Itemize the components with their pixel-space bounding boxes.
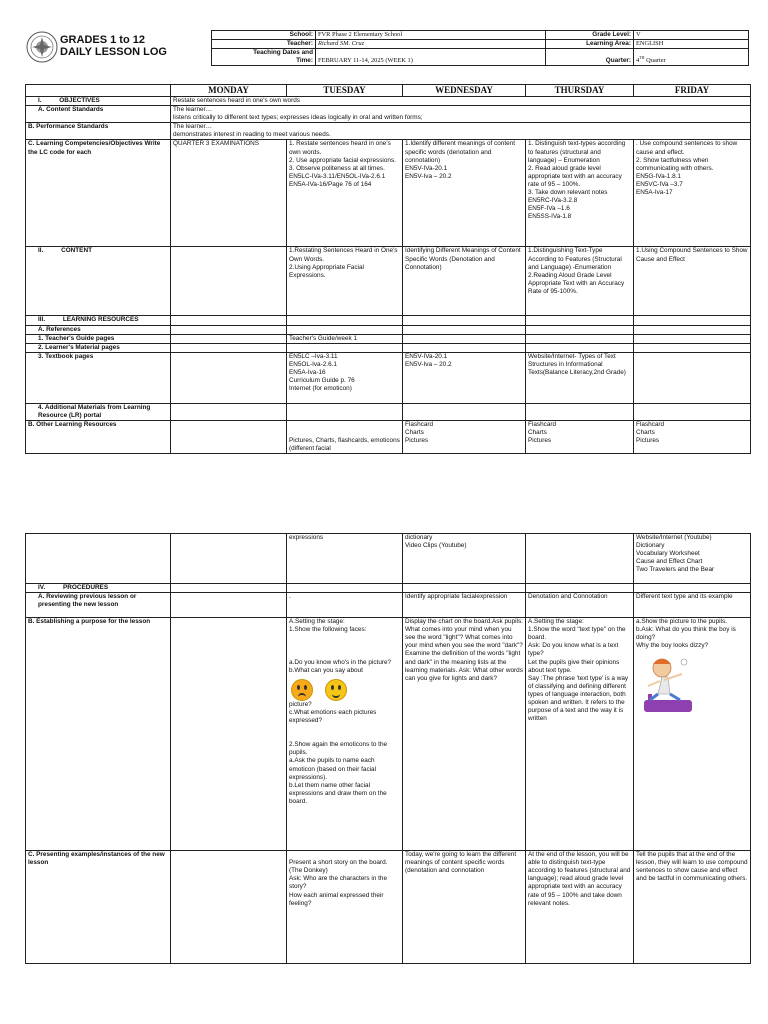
competencies-friday: . Use compound sentences to show cause and effect. 2. Show tactfulness when communicating with others. EN5G-IVa-1.8.1 EN5VC-IVa –3.7 EN5A-Iva-17	[634, 140, 751, 247]
examples-friday: Tell the pupils that at the end of the lesson, they will learn to use compound sentences to show cause and effect and be tactful in communicating others.	[634, 851, 751, 964]
references-label: A. References	[26, 325, 171, 334]
teachers-guide-friday	[634, 334, 751, 343]
emoticon-pictures	[291, 679, 400, 701]
examples-monday	[171, 851, 287, 964]
day-tuesday: TUESDAY	[287, 85, 403, 97]
school-value: FVR Phase 2 Elementary School	[316, 31, 546, 40]
review-lesson-label: A. Reviewing previous lesson or presenting the new lesson	[26, 593, 171, 618]
performance-standards-line1: The learner…	[173, 123, 213, 131]
purpose-label: B. Establishing a purpose for the lesson	[26, 618, 171, 851]
content-friday: 1.Using Compound Sentences to Show Cause and Effect	[634, 247, 751, 316]
purpose-monday	[171, 618, 287, 851]
quarter-word: Quarter	[644, 57, 666, 65]
performance-standards-label: B. Performance Standards	[26, 123, 171, 140]
purpose-tuesday-text-a: A.Setting the stage: 1.Show the following faces: a.Do you know who's in the picture? b.What can you say about	[289, 618, 392, 674]
textbook-wednesday: EN5V-IVa-20.1 EN5V-Iva – 20.2	[403, 352, 526, 403]
purpose-friday	[634, 618, 751, 851]
learners-material-label: 2. Learner's Material pages	[26, 343, 171, 352]
textbook-friday	[634, 352, 751, 403]
lesson-log-table-continued	[25, 533, 751, 964]
teachers-guide-tuesday: Teacher's Guide/week 1	[287, 334, 403, 343]
school-label: School:	[212, 31, 316, 40]
teacher-label: Teacher:	[212, 40, 316, 49]
purpose-friday-text: a.Show the picture to the pupils. b.Ask: What do you think the boy is doing? Why the boy looks dizzy?	[636, 618, 736, 650]
other-resources-thursday: Flashcard Charts Pictures	[526, 421, 634, 454]
purpose-tuesday-text-b: picture? c.What emotions each pictures expressed? 2.Show again the emoticons to the pupils. a.Ask the pupils to name each emoticon (based on their facial expressions). b.Let them name other facial expressions and draw them on the board.	[289, 700, 388, 805]
quarter-number: 4	[636, 57, 640, 65]
competencies-monday: QUARTER 3 EXAMINATIONS	[171, 140, 287, 247]
teachers-guide-monday	[171, 334, 287, 343]
dizzy-boy-illustration	[640, 654, 748, 721]
teachers-guide-thursday	[526, 334, 634, 343]
other-resources-tuesday: Pictures, Charts, flashcards, emoticons (different facial	[287, 421, 403, 454]
objectives-label: I. OBJECTIVES	[26, 97, 171, 106]
other-resources-label: B. Other Learning Resources	[26, 421, 171, 454]
resources-label: III. LEARNING RESOURCES	[26, 316, 171, 325]
grade-level-label: Grade Level:	[546, 31, 634, 40]
examples-label: C. Presenting examples/instances of the new lesson	[26, 851, 171, 964]
textbook-tuesday: EN5LC –Iva-3.11 EN5OL-Iva-2.6.1 EN5A-Iva-16 Curriculum Guide p. 76 Internet (for emoticon)	[287, 352, 403, 403]
purpose-tuesday	[287, 618, 403, 851]
dates-label	[212, 49, 316, 66]
procedures-label: IV. PROCEDURES	[26, 584, 171, 593]
other-resources-cont-thursday	[526, 534, 634, 584]
examples-thursday: At the end of the lesson, you will be able to distinguish text-type according to features (structural and language); read aloud grade level appropriate text with an accuracy rate of 95 – 100% and take down relevant notes.	[526, 851, 634, 964]
other-resources-friday: Flashcard Charts Pictures	[634, 421, 751, 454]
quarter-value	[634, 49, 749, 66]
day-wednesday: WEDNESDAY	[403, 85, 526, 97]
review-monday	[171, 593, 287, 618]
content-standards-line1: The learner…	[173, 106, 213, 114]
learning-area-value: ENGLISH	[634, 40, 749, 49]
competencies-thursday: 1. Distinguish text-types according to features (structural and language) – Enumeration 2. Read aloud grade level appropriate text with an accuracy rate of 95 – 100%. 3. Take down relevant notes EN5RC-IVa-3.2.8 EN5F-IVa –1.6 EN5SS-IVa-1.8	[526, 140, 634, 247]
textbook-thursday: Website/Internet- Types of Text Structures in Informational Texts(Balance Literacy,2nd Grade)	[526, 352, 634, 403]
content-label: II. CONTENT	[26, 247, 171, 316]
quarter-label: Quarter:	[546, 49, 634, 66]
day-friday: FRIDAY	[634, 85, 751, 97]
deped-seal-icon	[26, 31, 58, 63]
competencies-label: C. Learning Competencies/Objectives Write the LC code for each	[26, 140, 171, 247]
happy-emoticon-icon	[325, 679, 347, 701]
other-resources-wednesday: Flashcard Charts Pictures	[403, 421, 526, 454]
other-resources-cont-monday	[171, 534, 287, 584]
quarter-suffix: TH	[639, 55, 645, 61]
grade-level-value: V	[634, 31, 749, 40]
day-monday: MONDAY	[171, 85, 287, 97]
content-standards-text	[171, 106, 751, 123]
title-line-1: GRADES 1 to 12	[60, 34, 145, 46]
teacher-value: Richard SM. Cruz	[316, 40, 546, 49]
content-wednesday: Identifying Different Meanings of Content Specific Words (Denotation and Connotation)	[403, 247, 526, 316]
purpose-wednesday: Display the chart on the board.Ask pupils: What comes into your mind when you see the word "light"? What comes into your mind when you see the word "dark"? Examine the definition of the words "light and dark" in the meaning lists at the learning materials. Ask: What other words can you give for lights and dark?	[403, 618, 526, 851]
competencies-tuesday: 1. Restate sentences heard in one's own words. 2. Use appropriate facial expressions. 3. Observe politeness at all times. EN5LC-IVa-3.11/EN5OL-IVa-2.6.1 EN5A-IVa-16/Page 76 of 164	[287, 140, 403, 247]
dates-label-line1: Teaching Dates and	[253, 49, 313, 57]
content-thursday: 1.Distinguishing Text-Type According to Features (Structural and Language) -Enumeration 2.Reading Aloud Grade Level Appropriate Text with an Accuracy Rate of 95-100%.	[526, 247, 634, 316]
day-thursday: THURSDAY	[526, 85, 634, 97]
teachers-guide-label: 1. Teacher's Guide pages	[26, 334, 171, 343]
review-wednesday: Identify appropriate facialexpression	[403, 593, 526, 618]
other-resources-cont-wednesday: dictionary Video Clips (Youtube)	[403, 534, 526, 584]
content-tuesday: 1.Restating Sentences Heard in One's Own Words. 2.Using Appropriate Facial Expressions.	[287, 247, 403, 316]
content-standards-line2: listens critically to different text types; expresses ideas logically in oral and written forms;	[173, 114, 423, 122]
dates-value: FEBRUARY 11-14, 2025 (WEEK 1)	[316, 49, 546, 66]
textbook-monday	[171, 352, 287, 403]
teachers-guide-wednesday	[403, 334, 526, 343]
review-tuesday: .	[287, 593, 403, 618]
title-line-2: DAILY LESSON LOG	[60, 46, 167, 58]
blank-header	[26, 85, 171, 97]
lesson-log-table	[25, 84, 751, 454]
performance-standards-line2: demonstrates interest in reading to meet various needs.	[173, 131, 331, 139]
examples-tuesday: Present a short story on the board. (The Donkey) Ask: Who are the characters in the story? How each animal expressed their feeling?	[287, 851, 403, 964]
examples-wednesday: Today, we're going to learn the different meanings of content specific words (denotation and connotation	[403, 851, 526, 964]
textbook-label: 3. Textbook pages	[26, 352, 171, 403]
document-title	[60, 34, 167, 58]
additional-materials-label: 4. Additional Materials from Learning Resource (LR) portal	[26, 403, 171, 420]
purpose-thursday: A.Setting the stage: 1.Show the word "text type" on the board. Ask: Do you know what is a text type? Let the pupils give their opinions about text type. Say :The phrase 'text type' is a way of classifying and defining different types of language interaction, both spoken and written. It refers to the purpose of a text and the way it is written	[526, 618, 634, 851]
sad-emoticon-icon	[291, 679, 313, 701]
other-resources-monday	[171, 421, 287, 454]
learning-area-label: Learning Area:	[546, 40, 634, 49]
content-monday	[171, 247, 287, 316]
review-thursday: Denotation and Connotation	[526, 593, 634, 618]
other-resources-cont-friday: Website/Internet (Youtube) Dictionary Vocabulary Worksheet Cause and Effect Chart Two Travelers and the Bear	[634, 534, 751, 584]
competencies-wednesday: 1.Identify different meanings of content specific words (denotation and connotation) EN5V-IVa-20.1 EN5V-Iva – 20.2	[403, 140, 526, 247]
performance-standards-text	[171, 123, 751, 140]
other-resources-cont-tuesday: expressions	[287, 534, 403, 584]
content-standards-label: A. Content Standards	[26, 106, 171, 123]
header-info-table	[211, 30, 749, 66]
dates-label-line2: Time:	[296, 57, 313, 65]
review-friday: Different text type and its example	[634, 593, 751, 618]
objectives-text: Restate sentences heard in one's own words	[171, 97, 751, 106]
